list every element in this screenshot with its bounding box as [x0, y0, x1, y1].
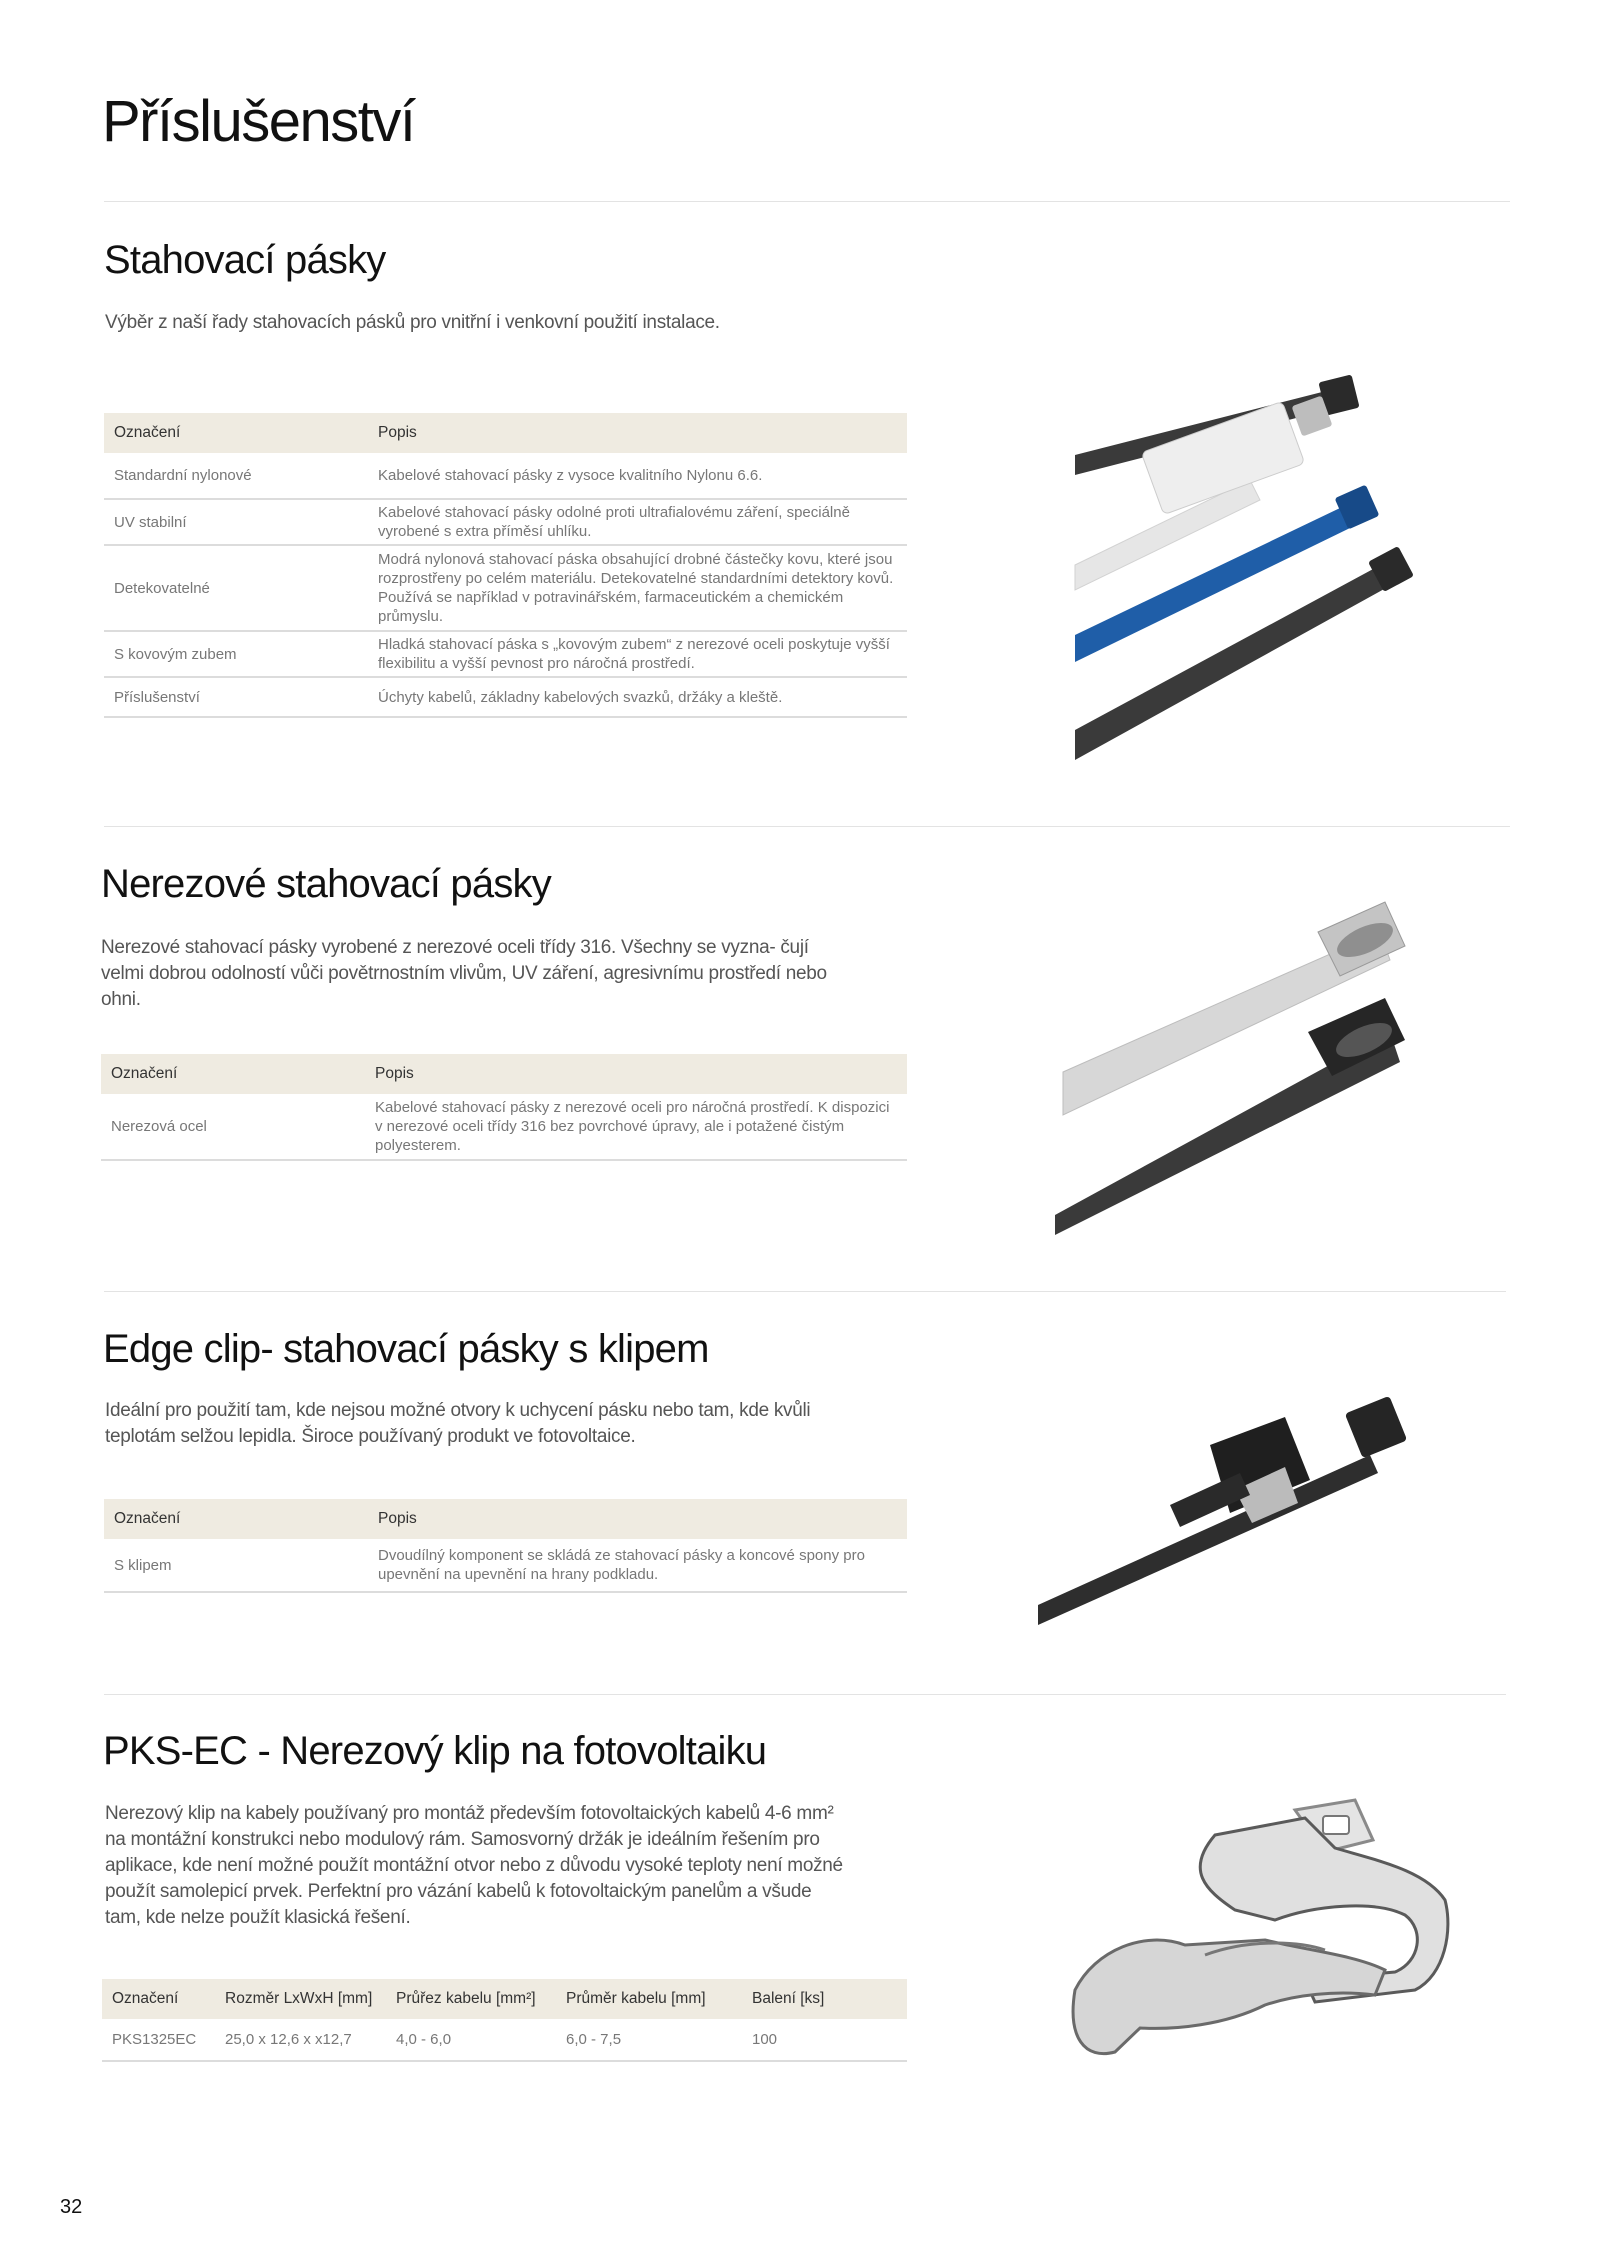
section-title-steel-ties: Nerezové stahovací pásky: [101, 862, 551, 906]
page-title: Příslušenství: [102, 89, 415, 154]
cable-ties-image: [1060, 290, 1460, 770]
table-row: [104, 545, 907, 631]
description-cell: Kabelové stahovací pásky z nerezové oceli pro náročná prostředí. K dispozici v nerezové oceli třídy 316 bez povrchové úpravy, ale i potažené čistým polyesterem.: [365, 1094, 907, 1160]
section-title-cable-ties: Stahovací pásky: [104, 238, 386, 282]
col-header-cross-section: Průřez kabelu [mm²]: [386, 1979, 556, 2019]
col-header-diameter: Průměr kabelu [mm]: [556, 1979, 742, 2019]
steel-ties-table: [101, 1054, 907, 1161]
divider: [104, 1291, 1506, 1292]
col-header-description: Popis: [368, 1499, 907, 1539]
pv-clip-table: [102, 1979, 907, 2062]
designation-cell: Detekovatelné: [104, 545, 368, 631]
edge-clip-image: [1030, 1395, 1450, 1635]
description-cell: Dvoudílný komponent se skládá ze stahovací pásky a koncové spony pro upevnění na upevnění na hrany podkladu.: [368, 1539, 907, 1592]
steel-ties-image: [1050, 890, 1430, 1250]
col-header-description: Popis: [365, 1054, 907, 1094]
package-cell: 100: [742, 2019, 907, 2061]
designation-cell: Standardní nylonové: [104, 453, 368, 499]
section-intro-steel-ties: Nerezové stahovací pásky vyrobené z nerezové oceli třídy 316. Všechny se vyzna- čují velmi dobrou odolností vůči povětrnostním vlivům, UV záření, agresivnímu prostředí nebo ohni.: [101, 937, 827, 1010]
cross-section-cell: 4,0 - 6,0: [386, 2019, 556, 2061]
section-intro-edge-clip: Ideální pro použití tam, kde nejsou možné otvory k uchycení pásku nebo tam, kde kvůli teplotám selžou lepidla. Široce používaný produkt ve fotovoltaice.: [105, 1400, 811, 1447]
col-header-designation: Označení: [102, 1979, 215, 2019]
section-intro-cable-ties: Výběr z naší řady stahovacích pásků pro vnitřní i venkovní použití instalace.: [105, 312, 720, 333]
table-row: [104, 453, 907, 499]
description-cell: Hladká stahovací páska s „kovovým zubem“ z nerezové oceli poskytuje vyšší flexibilitu a vyšší pevnost pro náročná prostředí.: [368, 631, 907, 677]
col-header-package: Balení [ks]: [742, 1979, 907, 2019]
designation-cell: S kovovým zubem: [104, 631, 368, 677]
pv-clip-image: [1055, 1790, 1455, 2080]
table-row: [101, 1094, 907, 1160]
designation-cell: S klipem: [104, 1539, 368, 1592]
designation-cell: Příslušenství: [104, 677, 368, 717]
table-row: [104, 499, 907, 545]
col-header-designation: Označení: [104, 413, 368, 453]
col-header-designation: Označení: [104, 1499, 368, 1539]
divider: [104, 826, 1510, 827]
description-cell: Modrá nylonová stahovací páska obsahující drobné částečky kovu, které jsou rozprostřeny po celém materiálu. Detekovatelné standardními detektory kovů. Používá se například v potravinářském, farmaceutickém a chemickém průmyslu.: [368, 545, 907, 631]
divider: [104, 1694, 1506, 1695]
table-row: [104, 631, 907, 677]
dimensions-cell: 25,0 x 12,6 x x12,7: [215, 2019, 386, 2061]
section-intro-pv-clip: Nerezový klip na kabely používaný pro montáž především fotovoltaických kabelů 4-6 mm² na montážní konstrukci nebo modulový rám. Samosvorný držák je ideálním řešením pro aplikace, kde není možné použít montážní otvor nebo z důvodu vysoké teploty není možné použít samolepicí prvek. Perfektní pro vázání kabelů k fotovoltaickým panelům a všude tam, kde nelze použít klasická řešení.: [105, 1803, 843, 1928]
description-cell: Kabelové stahovací pásky odolné proti ultrafialovému záření, speciálně vyrobené s extra příměsí uhlíku.: [368, 499, 907, 545]
section-title-edge-clip: Edge clip- stahovací pásky s klipem: [103, 1327, 709, 1371]
table-row: [104, 1539, 907, 1592]
divider: [104, 201, 1510, 202]
description-cell: Kabelové stahovací pásky z vysoce kvalitního Nylonu 6.6.: [368, 453, 907, 499]
section-title-pv-clip: PKS-EC - Nerezový klip na fotovoltaiku: [103, 1729, 767, 1773]
col-header-description: Popis: [368, 413, 907, 453]
designation-cell: PKS1325EC: [102, 2019, 215, 2061]
designation-cell: UV stabilní: [104, 499, 368, 545]
col-header-dimensions: Rozměr LxWxH [mm]: [215, 1979, 386, 2019]
cable-ties-table: [104, 413, 907, 718]
description-cell: Úchyty kabelů, základny kabelových svazků, držáky a kleště.: [368, 677, 907, 717]
designation-cell: Nerezová ocel: [101, 1094, 365, 1160]
table-row: [102, 2019, 907, 2061]
diameter-cell: 6,0 - 7,5: [556, 2019, 742, 2061]
col-header-designation: Označení: [101, 1054, 365, 1094]
page-number: 32: [60, 2196, 83, 2218]
edge-clip-table: [104, 1499, 907, 1593]
table-row: [104, 677, 907, 717]
